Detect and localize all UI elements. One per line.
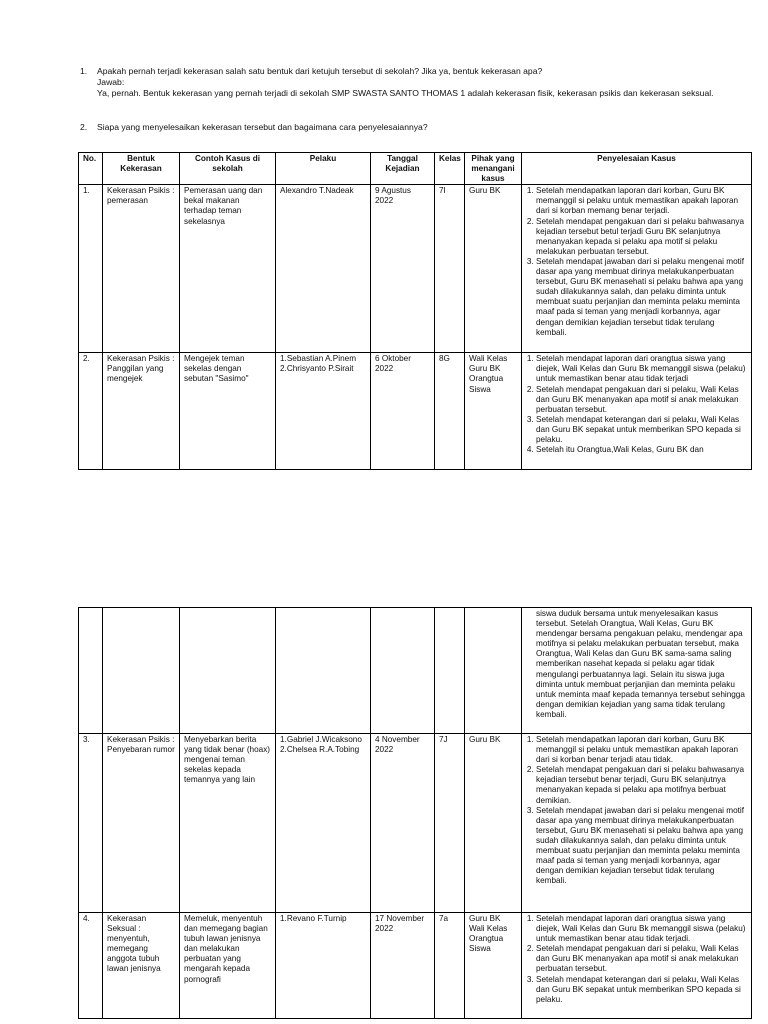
- cell-empty: [180, 608, 276, 734]
- cell-pelaku: [276, 185, 371, 353]
- pelaku-line: 2.Chelsea R.A.Tobing: [280, 745, 360, 755]
- resolution-list: [526, 186, 747, 337]
- question-1-text: Apakah pernah terjadi kekerasan salah satu bentuk dari ketujuh tersebut di sekolah? Jika ya, bentuk kekerasan apa?: [97, 66, 543, 76]
- question-1-number: 1.: [80, 66, 88, 76]
- pihak-line: Wali Kelas: [469, 924, 508, 934]
- resolution-continuation: siswa duduk bersama untuk menyelesaikan kasus tersebut. Setelah Orangtua, Wali Kelas, Guru BK mendengar bersama pengakuan pelaku, mendengar apa motifnya si pelaku melakukan perbuatan tersebut, maka Orangtua, Wali Kelas dan Guru BK sama-sama saling memberikan nasehat kepada si pelaku agar tidak mengulangi perbuatannya lagi. Selain itu siswa juga diminta untuk membuat perjanjian dan meminta pelaku untuk meminta maaf kepada temannya tersebut sehingga dengan demikian kejadian yang sama tidak terulang kembali.: [536, 609, 745, 719]
- pihak-line: Orangtua Siswa: [469, 374, 504, 394]
- cell-pihak: [465, 353, 522, 470]
- cell-pihak: [465, 185, 522, 353]
- resolution-step: 2. Setelah mendapat pengakuan dari si pelaku, Wali Kelas dan Guru BK menanyakan apa motif si anak melakukan perbuatan tersebut.: [536, 385, 747, 415]
- header-pelaku: Pelaku: [276, 153, 371, 185]
- case-table-page-1: [78, 152, 752, 470]
- resolution-step: 1. Setelah mendapatkan laporan dari korban, Guru BK memanggil si pelaku untuk memastikan apakah laporan dari si korban memang benar terjadi.: [536, 186, 747, 216]
- case-table-page-2: [78, 607, 752, 1019]
- pelaku-line: 2.Chrisyanto P.Sirait: [280, 364, 354, 374]
- cell-empty: [465, 608, 522, 734]
- header-kelas: Kelas: [435, 153, 465, 185]
- resolution-step: 3. Setelah mendapat keterangan dari si pelaku, Wali Kelas dan Guru BK sepakat untuk memberikan SPO kepada si pelaku.: [536, 975, 747, 1005]
- pihak-line: Orangtua Siswa: [469, 934, 504, 954]
- resolution-step: 1. Setelah mendapatkan laporan dari korban, Guru BK memanggil si pelaku untuk memastikan apakah laporan dari si korban benar terjadi atau tidak.: [536, 735, 747, 765]
- cell-no: 3.: [79, 734, 103, 913]
- cell-contoh: Pemerasan uang dan bekal makanan terhadap teman sekelasnya: [180, 185, 276, 353]
- resolution-step: 2. Setelah mendapat pengakuan dari si pelaku bahwasanya kejadian tersebut betul terjadi Guru BK selanjutnya menanyakan kepada si pelaku apa motif si pelaku melakukan perbuatan tersebut.: [536, 217, 747, 257]
- cell-penyelesaian: [522, 353, 752, 470]
- cell-penyelesaian-continued: [522, 608, 752, 734]
- pelaku-line: 1.Gabriel J.Wicaksono: [280, 735, 362, 744]
- table-header-row: [79, 153, 752, 185]
- cell-pihak: [465, 913, 522, 1019]
- header-contoh: Contoh Kasus di sekolah: [180, 153, 276, 185]
- question-1: [80, 66, 720, 99]
- resolution-list: [526, 354, 747, 455]
- cell-bentuk: Kekerasan Psikis : pemerasan: [103, 185, 180, 353]
- question-2-text: Siapa yang menyelesaikan kekerasan tersebut dan bagaimana cara penyelesaiannya?: [97, 122, 428, 132]
- cell-contoh: Mengejek teman sekelas dengan sebutan "Sasimo": [180, 353, 276, 470]
- question-2: [80, 122, 720, 133]
- cell-pelaku: [276, 734, 371, 913]
- cell-tanggal: 4 November 2022: [371, 734, 435, 913]
- cell-penyelesaian: [522, 185, 752, 353]
- cell-bentuk: Kekerasan Seksual : menyentuh, memegang anggota tubuh lawan jenisnya: [103, 913, 180, 1019]
- resolution-step: 1. Setelah mendapat laporan dari orangtua siswa yang diejek, Wali Kelas dan Guru Bk memanggil siswa (pelaku) untuk memastikan benar atau tidak terjadi: [536, 354, 747, 384]
- header-penyelesaian: Penyelesaian Kasus: [522, 153, 752, 185]
- resolution-step: 1. Setelah mendapat laporan dari orangtua siswa yang diejek, Wali Kelas dan Guru Bk memanggil siswa (pelaku) untuk memastikan benar atau tidak terjadi.: [536, 914, 747, 944]
- cell-no: 4.: [79, 913, 103, 1019]
- cell-penyelesaian: [522, 734, 752, 913]
- resolution-step: 2. Setelah mendapat pengakuan dari si pelaku, Wali Kelas dan Guru BK menanyakan apa motif si anak melakukan perbuatan tersebut.: [536, 944, 747, 974]
- cell-tanggal: 9 Agustus 2022: [371, 185, 435, 353]
- pihak-line: Guru BK: [469, 735, 501, 744]
- resolution-list: [526, 914, 747, 1005]
- pihak-line: Guru BK: [469, 186, 501, 196]
- resolution-list: [526, 735, 747, 886]
- cell-kelas: 8G: [435, 353, 465, 470]
- resolution-step: 3. Setelah mendapat jawaban dari si pelaku mengenai motif dasar apa yang membuat dirinya melakukanperbuatan tersebut, Guru BK menasehati si pelaku bahwa apa yang sudah dilakukannya salah, dan pelaku diminta untuk membuat suatu perjanjian dan meminta pelaku meminta maaf pada si teman yang menjadi korbannya, agar dengan demikian kejadian tersebut tidak terulang kembali.: [536, 257, 747, 338]
- answer-label: Jawab:: [97, 77, 125, 87]
- cell-kelas: 7I: [435, 185, 465, 353]
- table-row: [79, 353, 752, 470]
- pihak-line: Guru BK: [469, 364, 501, 374]
- cell-bentuk: Kekerasan Psikis : Panggilan yang mengejek: [103, 353, 180, 470]
- header-bentuk: Bentuk Kekerasan: [103, 153, 180, 185]
- cell-no: 2.: [79, 353, 103, 470]
- question-2-number: 2.: [80, 122, 88, 132]
- table-row-continued: [79, 608, 752, 734]
- pelaku-line: 1.Revano F.Turnip: [280, 914, 347, 923]
- resolution-step: 3. Setelah mendapat keterangan dari si pelaku, Wali Kelas dan Guru BK sepakat untuk memberikan SPO kepada si pelaku.: [536, 415, 747, 445]
- pihak-line: Guru BK: [469, 914, 501, 923]
- cell-contoh: Memeluk, menyentuh dan memegang bagian tubuh lawan jenisnya dan melakukan perbuatan yang mengarah kepada pornografi: [180, 913, 276, 1019]
- pelaku-line: Alexandro T.Nadeak: [280, 186, 354, 196]
- cell-pihak: [465, 734, 522, 913]
- cell-pelaku: [276, 353, 371, 470]
- answer-text: Ya, pernah. Bentuk kekerasan yang pernah terjadi di sekolah SMP SWASTA SANTO THOMAS 1 adalah kekerasan fisik, kekerasan psikis dan kekerasan seksual.: [97, 88, 714, 98]
- table-row: [79, 913, 752, 1019]
- cell-empty: [79, 608, 103, 734]
- cell-pelaku: [276, 913, 371, 1019]
- cell-kelas: 7J: [435, 734, 465, 913]
- cell-empty: [435, 608, 465, 734]
- cell-bentuk: Kekerasan Psikis : Penyebaran rumor: [103, 734, 180, 913]
- cell-penyelesaian: [522, 913, 752, 1019]
- cell-kelas: 7a: [435, 913, 465, 1019]
- resolution-step: 3. Setelah mendapat jawaban dari si pelaku mengenai motif dasar apa yang membuat dirinya melakukanperbuatan tersebut, Guru BK menasehati si pelaku bahwa apa yang sudah dilakukannya salah, dan pelaku diminta untuk membuat suatu perjanjian dan meminta pelaku meminta maaf pada si teman yang menjadi korbannya, agar dengan demikian kejadian tersebut tidak terulang kembali.: [536, 806, 747, 887]
- header-pihak: Pihak yang menangani kasus: [465, 153, 522, 185]
- cell-tanggal: 6 Oktober 2022: [371, 353, 435, 470]
- table-row: [79, 734, 752, 913]
- cell-tanggal: 17 November 2022: [371, 913, 435, 1019]
- resolution-step: 2. Setelah mendapat pengakuan dari si pelaku bahwasanya kejadian tersebut benar terjadi, Guru BK selanjutnya menanyakan kepada si pelaku apa motifnya berbuat demikian.: [536, 765, 747, 805]
- cell-empty: [276, 608, 371, 734]
- pelaku-line: 1.Sebastian A.Pinem: [280, 354, 357, 364]
- cell-no: 1.: [79, 185, 103, 353]
- cell-contoh: Menyebarkan berita yang tidak benar (hoax) mengenai teman sekelas kepada temannya yang lain: [180, 734, 276, 913]
- resolution-step: 4. Setelah itu Orangtua,Wali Kelas, Guru BK dan: [536, 445, 747, 455]
- pihak-line: Wali Kelas: [469, 354, 508, 364]
- table-row: [79, 185, 752, 353]
- cell-empty: [371, 608, 435, 734]
- header-tanggal: Tanggal Kejadian: [371, 153, 435, 185]
- cell-empty: [103, 608, 180, 734]
- header-no: No.: [79, 153, 103, 185]
